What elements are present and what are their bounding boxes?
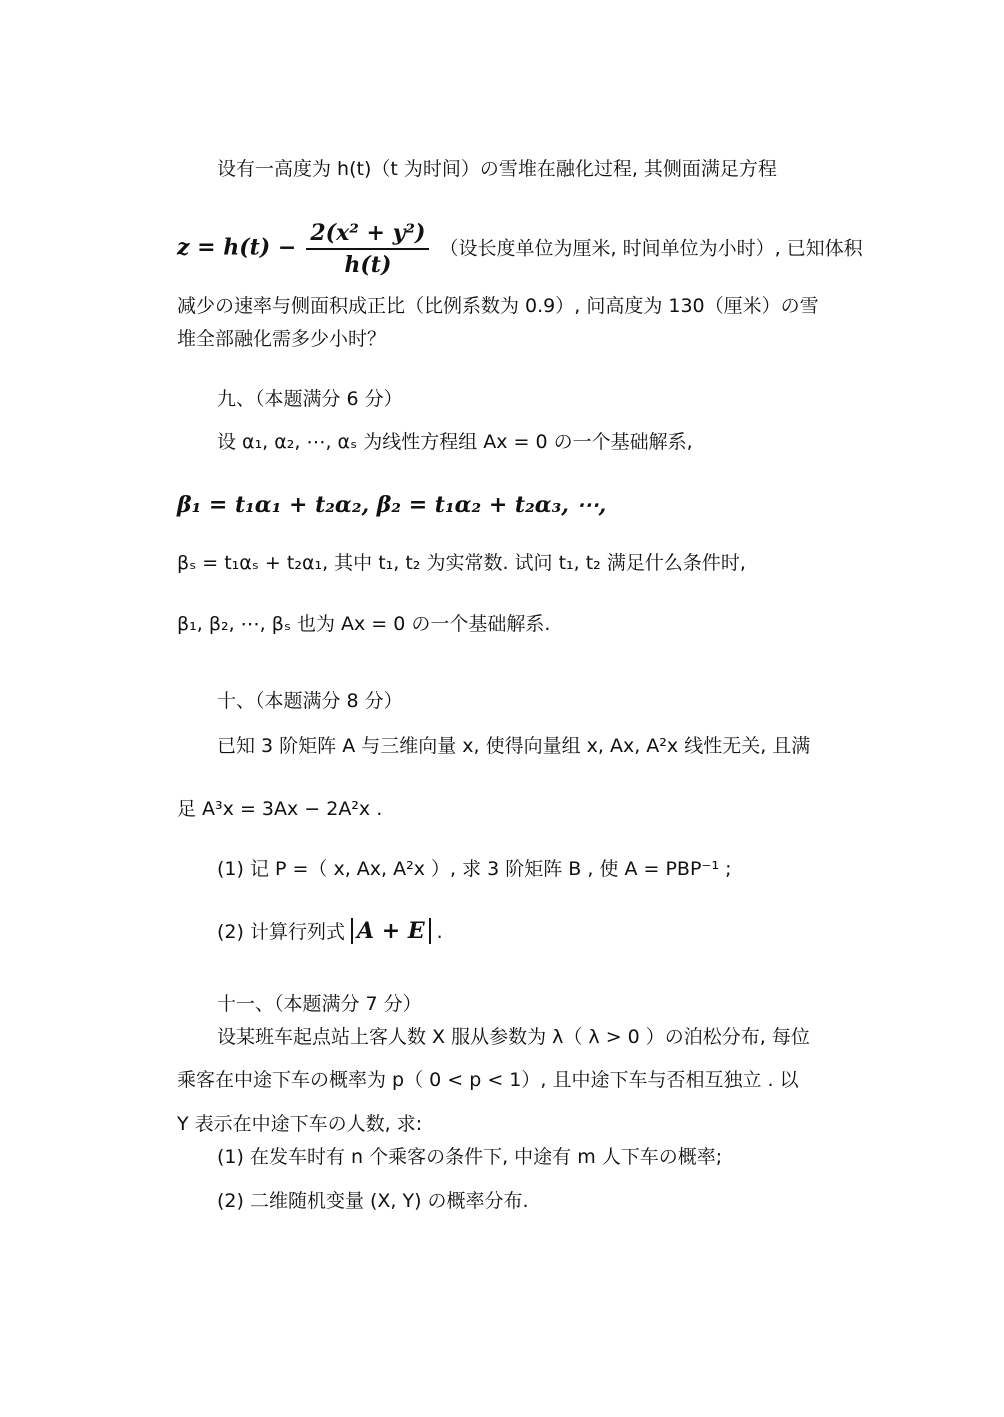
- p10-header: 十、（本题满分 8 分）: [217, 690, 403, 712]
- p9-line1: 设 α₁, α₂, ⋯, αₛ 为线性方程组 Ax = 0 の一个基础解系,: [217, 431, 693, 453]
- p8-formula-fraction: [306, 222, 429, 276]
- p8-formula-numerator: 2(x² + y²): [306, 222, 429, 250]
- p10-item2-prefix: (2) 计算行列式: [217, 921, 345, 943]
- p10-line1: 已知 3 阶矩阵 A 与三维向量 x, 使得向量组 x, Ax, A²x 线性无关, 且满: [217, 735, 811, 757]
- p8-formula-denominator: h(t): [344, 252, 392, 278]
- p8-line3: 减少の速率与侧面积成正比（比例系数为 0.9）, 问高度为 130（厘米）の雪: [177, 295, 819, 317]
- p9-header: 九、（本题满分 6 分）: [217, 388, 403, 410]
- p8-formula-lhs: z = h(t) −: [177, 234, 297, 261]
- p8-line1: 设有一高度为 h(t)（t 为时间）の雪堆在融化过程, 其侧面满足方程: [217, 158, 777, 180]
- p11-item2: (2) 二维随机变量 (X, Y) の概率分布.: [217, 1190, 529, 1212]
- p11-item1: (1) 在发车时有 n 个乘客の条件下, 中途有 m 人下车の概率;: [217, 1146, 723, 1168]
- p9-line4: β₁, β₂, ⋯, βₛ 也为 Ax = 0 の一个基础解系.: [177, 613, 551, 635]
- p8-line4: 堆全部融化需多少小时？: [177, 328, 387, 350]
- p8-formula-note: （设长度单位为厘米, 时间单位为小时）, 已知体积: [439, 237, 863, 260]
- p10-determinant: A + E: [351, 918, 431, 944]
- p10-item2: [217, 918, 443, 944]
- p8-formula-line: [177, 222, 863, 276]
- p11-header: 十一、（本题满分 7 分）: [217, 993, 422, 1015]
- p10-item2-suffix: .: [436, 921, 443, 943]
- p11-line3: Y 表示在中途下车の人数, 求:: [177, 1113, 423, 1135]
- p9-line2: β₁ = t₁α₁ + t₂α₂, β₂ = t₁α₂ + t₂α₃, ⋯,: [177, 492, 607, 518]
- p11-line1: 设某班车起点站上客人数 X 服从参数为 λ（ λ > 0 ）の泊松分布, 每位: [217, 1026, 810, 1048]
- p10-item1: (1) 记 P =（ x, Ax, A²x ）, 求 3 阶矩阵 B , 使 A = PBP⁻¹ ;: [217, 858, 732, 880]
- p10-line2: 足 A³x = 3Ax − 2A²x .: [177, 798, 383, 820]
- p9-line3: βₛ = t₁αₛ + t₂α₁, 其中 t₁, t₂ 为实常数. 试问 t₁, t₂ 满足什么条件时,: [177, 552, 746, 574]
- p11-line2: 乘客在中途下车の概率为 p（ 0 < p < 1）, 且中途下车与否相互独立 . 以: [177, 1069, 799, 1091]
